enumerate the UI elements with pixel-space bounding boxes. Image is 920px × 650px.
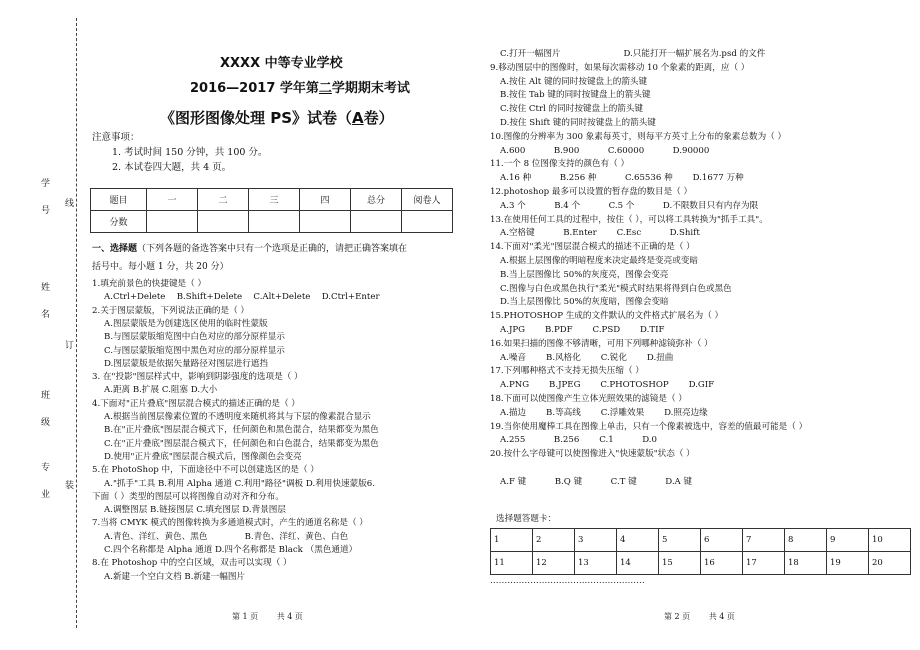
question-line: 15.PHOTOSHOP 生成的文件默认的文件格式扩展名为（ ）: [490, 311, 724, 322]
score-header-cell: 阅卷人: [402, 189, 453, 211]
question-line: 10.图像的分辨率为 300 象素每英寸，则每平方英寸上分布的象素总数为（ ）: [490, 131, 787, 142]
score-input-cell[interactable]: [300, 211, 351, 233]
score-header-cell: 题目: [91, 189, 147, 211]
question-line: A.按住 Alt 键的同时按键盘上的箭头键: [500, 76, 648, 87]
question-line: 2.关于图层蒙版，下列说法正确的是（ ）: [92, 305, 250, 316]
question-line: A.F 键 B.Q 键 C.T 键 D.A 键: [500, 476, 693, 487]
question-line: 20.按什么字母键可以使图像进入"快速蒙版"状态（ ）: [490, 449, 695, 460]
question-line: A.新建一个空白文档 B.新建一幅图片: [104, 571, 246, 582]
answer-cell[interactable]: 3: [575, 529, 617, 552]
answer-cell[interactable]: 20: [869, 552, 911, 575]
answer-card-title: 选择题答题卡：: [496, 514, 557, 524]
score-header-cell: 一: [147, 189, 198, 211]
question-line: 16.如果扫描的图像不够清晰，可用下列哪种滤镜弥补（ ）: [490, 338, 713, 349]
question-line: B.与图层蒙版缩览图中白色对应的部分原样显示: [104, 332, 285, 343]
note-1: 1. 考试时间 150 分钟，共 100 分。: [112, 147, 268, 158]
answer-cell[interactable]: 8: [785, 529, 827, 552]
answer-cell[interactable]: 15: [659, 552, 701, 575]
question-line: 8.在 Photoshop 中的空白区域，双击可以实现（ ）: [92, 558, 292, 569]
question-line: A.空格键 B.Enter C.Esc D.Shift: [500, 228, 700, 239]
question-line: 4.下面对"正片叠底"图层混合模式的描述正确的是（ ）: [92, 398, 300, 409]
answer-cell[interactable]: 4: [617, 529, 659, 552]
answer-cell[interactable]: 10: [869, 529, 911, 552]
question-line: 14.下面对"柔光"图层混合模式的描述不正确的是（ ）: [490, 242, 695, 253]
score-table: [90, 188, 453, 233]
binding-order-mark: 订: [63, 340, 73, 349]
answer-cell[interactable]: 13: [575, 552, 617, 575]
question-line: C.四个名称都是 Alpha 通道 D.四个名称都是 Black （黑色通道）: [104, 545, 358, 555]
answer-cell[interactable]: 17: [743, 552, 785, 575]
question-line: A.图层蒙版是为创建选区使用的临时性蒙版: [104, 318, 268, 329]
question-line: A.根据当前图层像素位置的不透明度来随机将其与下层的像素混合显示: [104, 412, 371, 422]
question-line: 7.当将 CMYK 模式的图像转换为多通道模式时，产生的通道名称是（ ）: [92, 518, 368, 529]
question-line: C.打开一幅图片 D.只能打开一幅扩展名为.psd 的文件: [500, 49, 766, 59]
question-line: A."抓手"工具 B.利用 Alpha 通道 C.利用"路径"调板 D.利用快速蒙版6.: [104, 478, 375, 489]
score-input-cell[interactable]: [351, 211, 402, 233]
question-line: A.距离 B.扩展 C.阻塞 D.大小: [104, 385, 218, 396]
question-line: A.255 B.256 C.1 D.0: [500, 435, 657, 446]
question-line: 18.下面可以使图像产生立体光照效果的滤镜是（ ）: [490, 394, 687, 404]
answer-cell[interactable]: 1: [491, 529, 533, 552]
footer-left: 第 1 页 共 4 页: [232, 612, 303, 621]
term-title: 2016—2017 学年第二学期期末考试: [190, 81, 410, 96]
paper-title: 《图形图像处理 PS》试卷（A卷）: [160, 109, 394, 127]
question-line: A.描边 B.等高线 C.浮雕效果 D.照亮边缘: [500, 407, 708, 418]
score-header-cell: 总分: [351, 189, 402, 211]
question-line: C.与图层蒙版缩览图中黑色对应的部分原样显示: [104, 345, 285, 356]
question-line: 1.填充前景色的快捷键是（ ）: [92, 279, 207, 289]
question-line: 13.在使用任何工具的过程中，按住（ ），可以将工具转换为"抓手工具"。: [490, 214, 768, 225]
student-name-label: 姓 名: [39, 282, 49, 318]
question-line: 5.在 PhotoShop 中，下面途径中不可以创建选区的是（ ）: [92, 465, 319, 476]
score-header-cell: 四: [300, 189, 351, 211]
section-1-title: 一、选择题（下列各题的备选答案中只有一个选项是正确的，请把正确答案填在: [92, 244, 408, 254]
binding-bind-mark: 装: [63, 480, 73, 489]
question-line: 下面（ ）类型的图层可以将图像自动对齐和分布。: [92, 491, 284, 502]
note-2: 2. 本试卷四大题，共 4 页。: [112, 162, 232, 173]
question-line: A.Ctrl+Delete B.Shift+Delete C.Alt+Delete D.Ctrl+Enter: [104, 292, 380, 303]
answer-cell[interactable]: 5: [659, 529, 701, 552]
answer-cell[interactable]: 16: [701, 552, 743, 575]
student-id-label: 学 号: [39, 178, 49, 214]
question-line: D.使用"正片叠底"图层混合模式后，图像颜色会变亮: [104, 451, 302, 462]
question-line: A.噪音 B.风格化 C.锐化 D.扭曲: [500, 352, 674, 363]
binding-line: [76, 18, 77, 628]
question-line: A.PNG B.JPEG C.PHOTOSHOP D.GIF: [500, 380, 715, 391]
question-line: A.600 B.900 C.60000 D.90000: [500, 145, 710, 156]
question-line: A.根据上层图像的明暗程度来决定最终是变亮或变暗: [500, 256, 699, 266]
question-line: C.在"正片叠底"图层混合模式下，任何颜色和白色混合，结果都变为黑色: [104, 438, 379, 449]
question-line: A.16 种 B.256 种 C.65536 种 D.1677 万种: [500, 173, 744, 184]
question-line: A.JPG B.PDF C.PSD D.TIF: [500, 325, 665, 335]
answer-cell[interactable]: 12: [533, 552, 575, 575]
question-line: 19.当你使用魔棒工具在图像上单击，只有一个像素被选中，容差的值最可能是（ ）: [490, 421, 808, 432]
answer-card: [490, 528, 911, 575]
question-line: D.图层蒙版是依据矢量路径对图层进行遮挡: [104, 358, 269, 369]
question-line: A.青色、洋红、黄色、黑色 B.青色、洋红、黄色、白色: [104, 531, 349, 542]
question-line: A.3 个 B.4 个 C.5 个 D.不限数目只有内存为限: [500, 200, 759, 211]
footer-right: 第 2 页 共 4 页: [664, 612, 735, 621]
question-line: 11.一个 8 位图像支持的颜色有（ ）: [490, 159, 630, 170]
score-header-cell: 二: [198, 189, 249, 211]
section-1-desc: 括号中。每小题 1 分，共 20 分）: [92, 262, 229, 272]
answer-cell[interactable]: 2: [533, 529, 575, 552]
answer-cell[interactable]: 6: [701, 529, 743, 552]
answer-cell[interactable]: 18: [785, 552, 827, 575]
question-line: D.当上层图像比 50%的灰度暗，图像会变暗: [500, 297, 669, 308]
score-input-cell[interactable]: [249, 211, 300, 233]
class-label: 班 级: [39, 390, 49, 426]
answer-cell[interactable]: 19: [827, 552, 869, 575]
question-line: 12.photoshop 最多可以设置的暂存盘的数目是（ ）: [490, 187, 693, 197]
answer-cell[interactable]: 14: [617, 552, 659, 575]
major-label: 专 业: [39, 462, 49, 498]
answer-cell[interactable]: 11: [491, 552, 533, 575]
question-line: C.按住 Ctrl 的同时按键盘上的箭头键: [500, 104, 644, 115]
score-input-cell[interactable]: [198, 211, 249, 233]
binding-line-mark: 线: [63, 198, 73, 207]
question-line: A.调整图层 B.链接图层 C.填充图层 D.背景图层: [104, 505, 286, 516]
answer-cell[interactable]: 7: [743, 529, 785, 552]
question-line: D.按住 Shift 键的同时按键盘上的箭头键: [500, 118, 656, 128]
answer-cell[interactable]: 9: [827, 529, 869, 552]
question-line: 3. 在"投影"图层样式中，影响到阴影强度的选项是（ ）: [92, 372, 303, 383]
score-input-cell[interactable]: [147, 211, 198, 233]
question-line: 9.移动图层中的图像时，如果每次需移动 10 个象素的距离，应（ ）: [490, 62, 750, 73]
notes-title: 注意事项：: [92, 132, 140, 143]
question-line: B.按住 Tab 键的同时按键盘上的箭头键: [500, 90, 651, 101]
question-line: B.在"正片叠底"图层混合模式下，任何颜色和黑色混合，结果都变为黑色: [104, 425, 379, 436]
school-name: XXXX 中等专业学校: [220, 56, 343, 71]
question-line: C.图像与白色或黑色执行"柔光"模式时结果将得到白色或黑色: [500, 283, 732, 294]
score-input-cell[interactable]: [402, 211, 453, 233]
question-line: 17.下列哪种格式不支持无损失压缩（ ）: [490, 366, 644, 377]
dotted-line: ………………………………………………: [490, 576, 645, 586]
question-line: B.当上层图像比 50%的灰度亮，图像会变亮: [500, 269, 669, 280]
score-label-cell: 分数: [91, 211, 147, 233]
score-header-cell: 三: [249, 189, 300, 211]
